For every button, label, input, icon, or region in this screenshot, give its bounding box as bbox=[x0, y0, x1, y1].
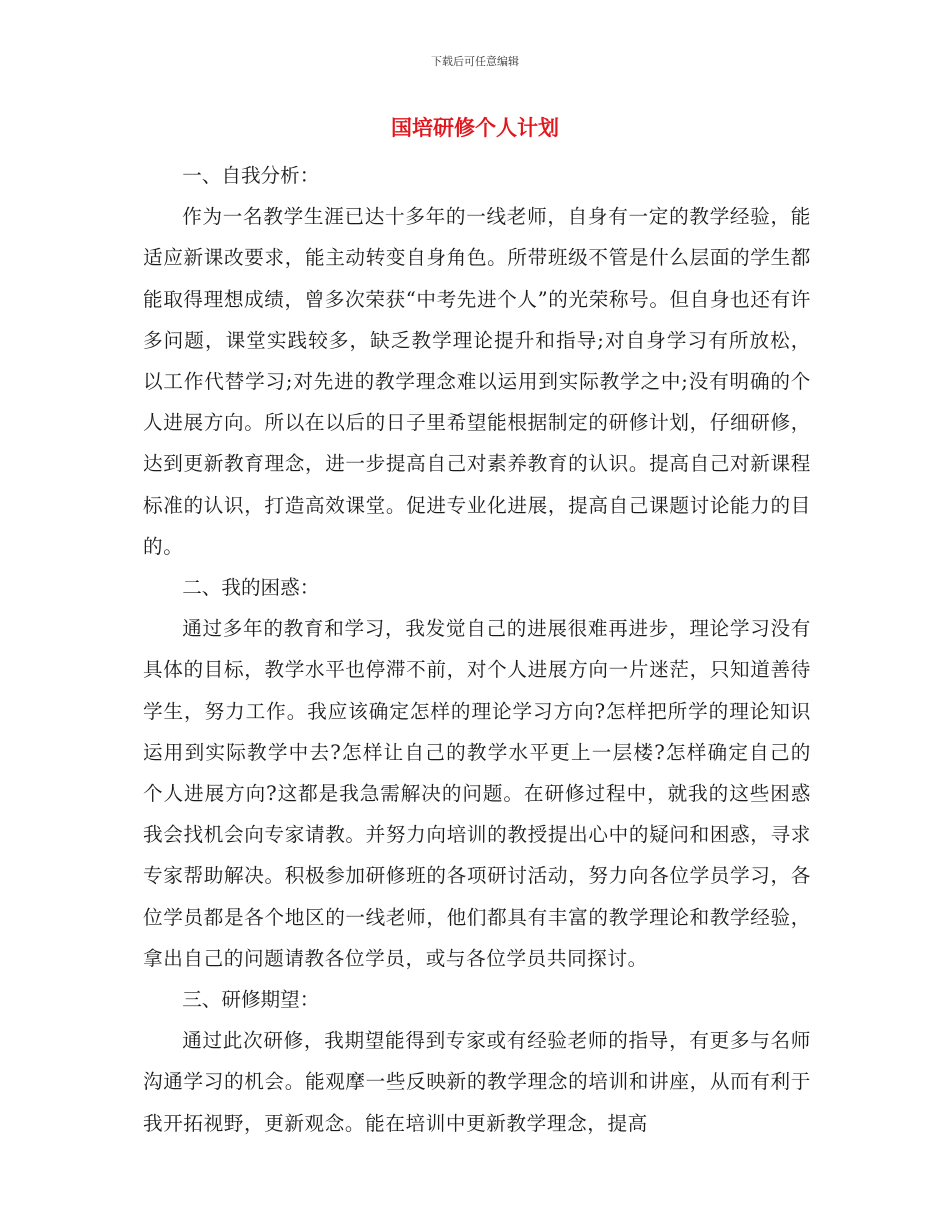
document-title: 国培研修个人计划 bbox=[391, 116, 559, 140]
section-paragraph-self-analysis: 作为一名教学生涯已达十多年的一线老师，自身有一定的教学经验，能适应新课改要求，能主动转变自身角色。所带班级不管是什么层面的学生都能取得理想成绩，曾多次荣获“中考先进个人”的光荣称号。但自身也还有许多问题，课堂实践较多，缺乏教学理论提升和指导;对自身学习有所放松，以工作代替学习;对先进的教学理念难以运用到实际教学之中;没有明确的个人进展方向。所以在以后的日子里希望能根据制定的研修计划，仔细研修，达到更新教育理念，进一步提高自己对素养教育的认识。提高自己对新课程标准的认识，打造高效课堂。促进专业化进展，提高自己课题讨论能力的目的。 bbox=[143, 205, 811, 558]
section-heading-confusion: 二、我的困惑： bbox=[182, 576, 320, 600]
header-note: 下载后可任意编辑 bbox=[431, 55, 519, 68]
section-paragraph-expectation: 通过此次研修，我期望能得到专家或有经验老师的指导，有更多与名师沟通学习的机会。能观摩一些反映新的教学理念的培训和讲座，从而有利于我开拓视野，更新观念。能在培训中更新教学理念，提高 bbox=[143, 1029, 811, 1135]
section-paragraph-confusion: 通过多年的教育和学习，我发觉自己的进展很难再进步，理论学习没有具体的目标，教学水平也停滞不前，对个人进展方向一片迷茫，只知道善待学生，努力工作。我应该确定怎样的理论学习方向?怎样把所学的理论知识运用到实际教学中去?怎样让自己的教学水平更上一层楼?怎样确定自己的个人进展方向?这都是我急需解决的问题。在研修过程中，就我的这些困惑我会找机会向专家请教。并努力向培训的教授提出心中的疑问和困惑，寻求专家帮助解决。积极参加研修班的各项研讨活动，努力向各位学员学习，各位学员都是各个地区的一线老师，他们都具有丰富的教学理论和教学经验，拿出自己的问题请教各位学员，或与各位学员共同探讨。 bbox=[143, 617, 811, 970]
document-body bbox=[143, 155, 811, 1144]
section-heading-self-analysis: 一、自我分析： bbox=[182, 164, 320, 187]
section-heading-expectation: 三、研修期望： bbox=[182, 988, 320, 1012]
